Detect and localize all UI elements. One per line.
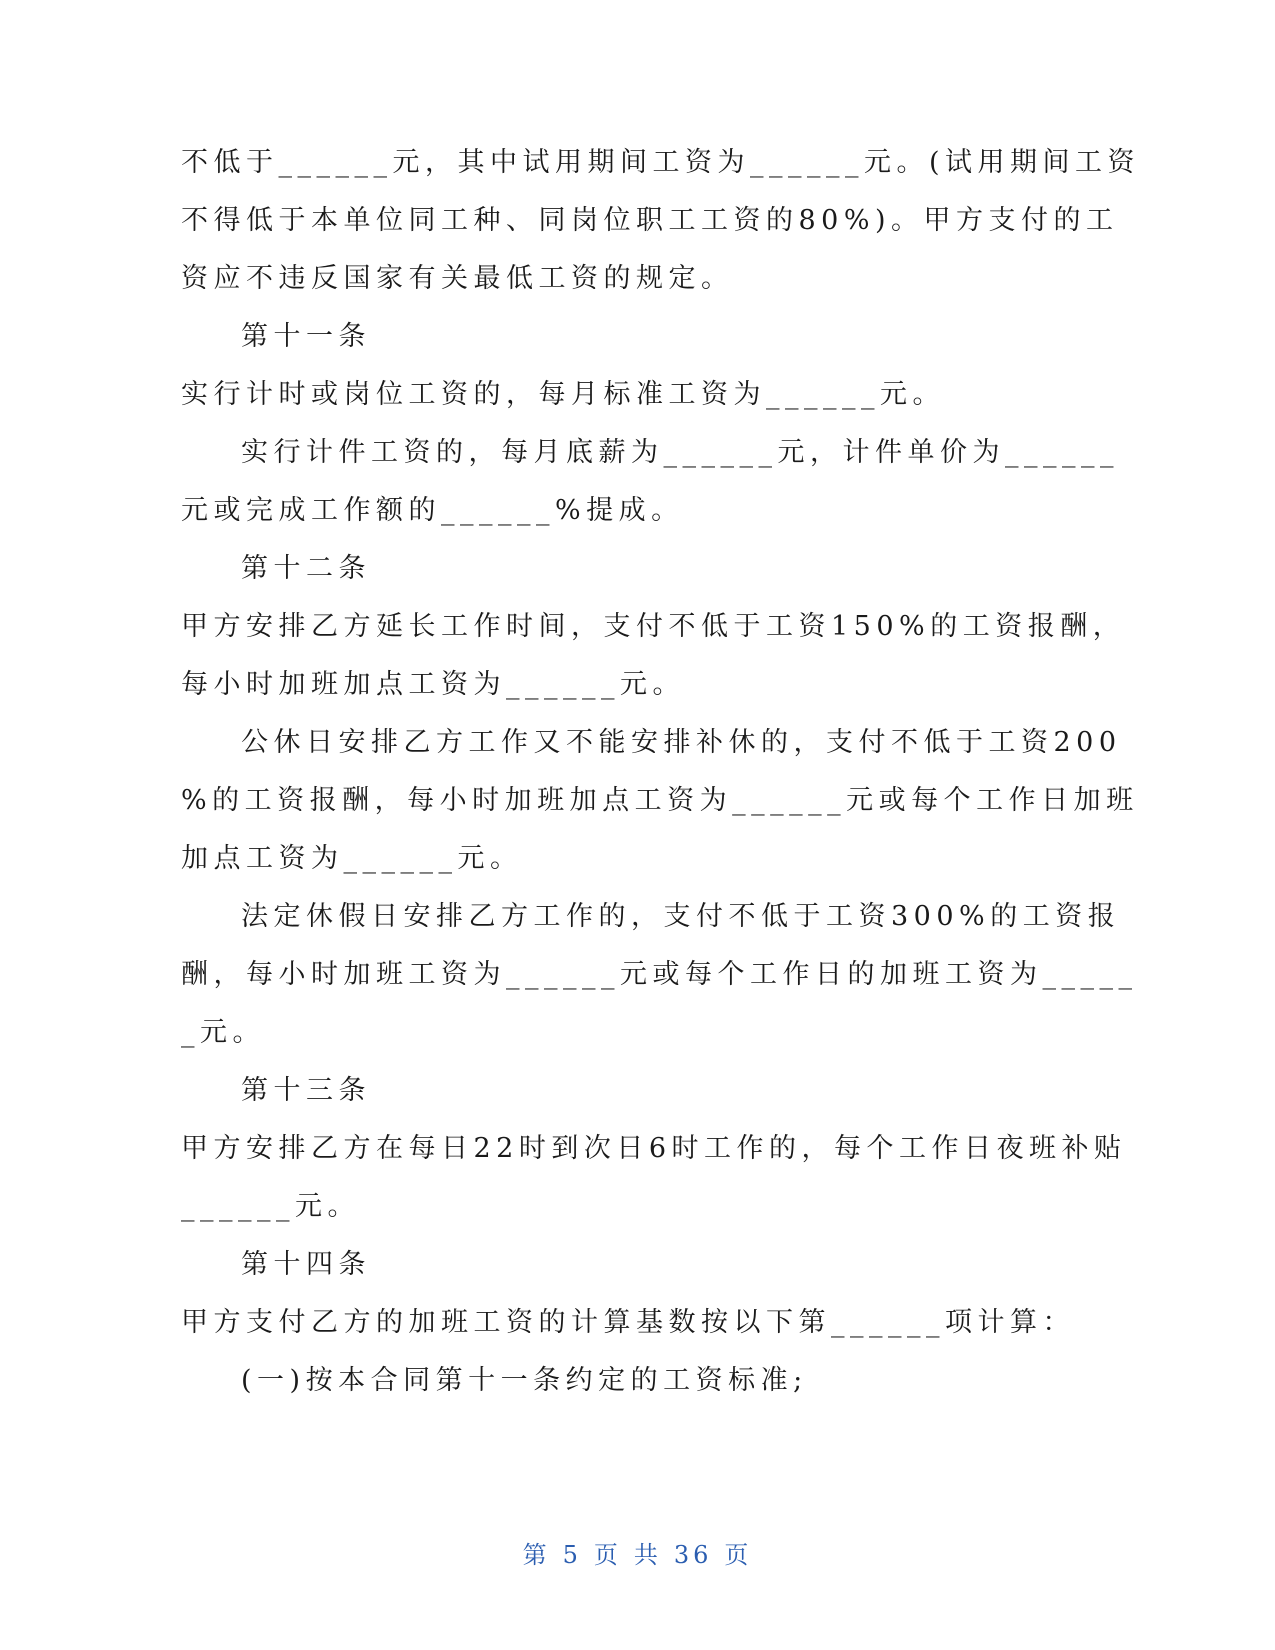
paragraph-line: 法定休假日安排乙方工作的，支付不低于工资300%的工资报 [241,901,1121,932]
paragraph-line: 加点工资为______元。 [181,843,523,874]
paragraph-line: (一)按本合同第十一条约定的工资标准; [241,1365,808,1396]
article-heading: 第十四条 [241,1249,371,1280]
paragraph-line: 甲方安排乙方在每日22时到次日6时工作的，每个工作日夜班补贴 [181,1133,1127,1164]
paragraph-line: 元或完成工作额的______%提成。 [181,495,684,526]
paragraph-line: 酬，每小时加班工资为______元或每个工作日的加班工资为_____ [181,959,1138,990]
paragraph-line: %的工资报酬，每小时加班加点工资为______元或每个工作日加班 [181,785,1139,816]
footer-current-page: 5 [562,1541,582,1569]
paragraph-line: 实行计时或岗位工资的，每月标准工资为______元。 [181,379,945,410]
article-heading: 第十一条 [241,321,371,352]
paragraph-line: _元。 [181,1017,265,1048]
paragraph-line: 甲方支付乙方的加班工资的计算基数按以下第______项计算： [181,1307,1075,1338]
paragraph-line: 不得低于本单位同工种、同岗位职工工资的80%)。甲方支付的工 [181,205,1119,236]
paragraph-line: 每小时加班加点工资为______元。 [181,669,685,700]
page-number-footer [0,1540,1275,1570]
paragraph-line: 资应不违反国家有关最低工资的规定。 [181,263,734,294]
footer-prefix: 第 [522,1541,551,1569]
footer-total-word: 共 [633,1541,662,1569]
footer-total-pages: 36 [673,1541,713,1569]
paragraph-line: 实行计件工资的，每月底薪为______元，计件单价为______ [241,437,1119,468]
paragraph-line: ______元。 [181,1191,360,1222]
paragraph-line: 不低于______元，其中试用期间工资为______元。(试用期间工资 [181,147,1141,178]
article-heading: 第十二条 [241,553,371,584]
paragraph-line: 公休日安排乙方工作又不能安排补休的，支付不低于工资200 [241,727,1122,758]
footer-suffix: 页 [724,1541,753,1569]
paragraph-line: 甲方安排乙方延长工作时间，支付不低于工资150%的工资报酬， [181,611,1126,642]
footer-page-word: 页 [593,1541,622,1569]
article-heading: 第十三条 [241,1075,371,1106]
